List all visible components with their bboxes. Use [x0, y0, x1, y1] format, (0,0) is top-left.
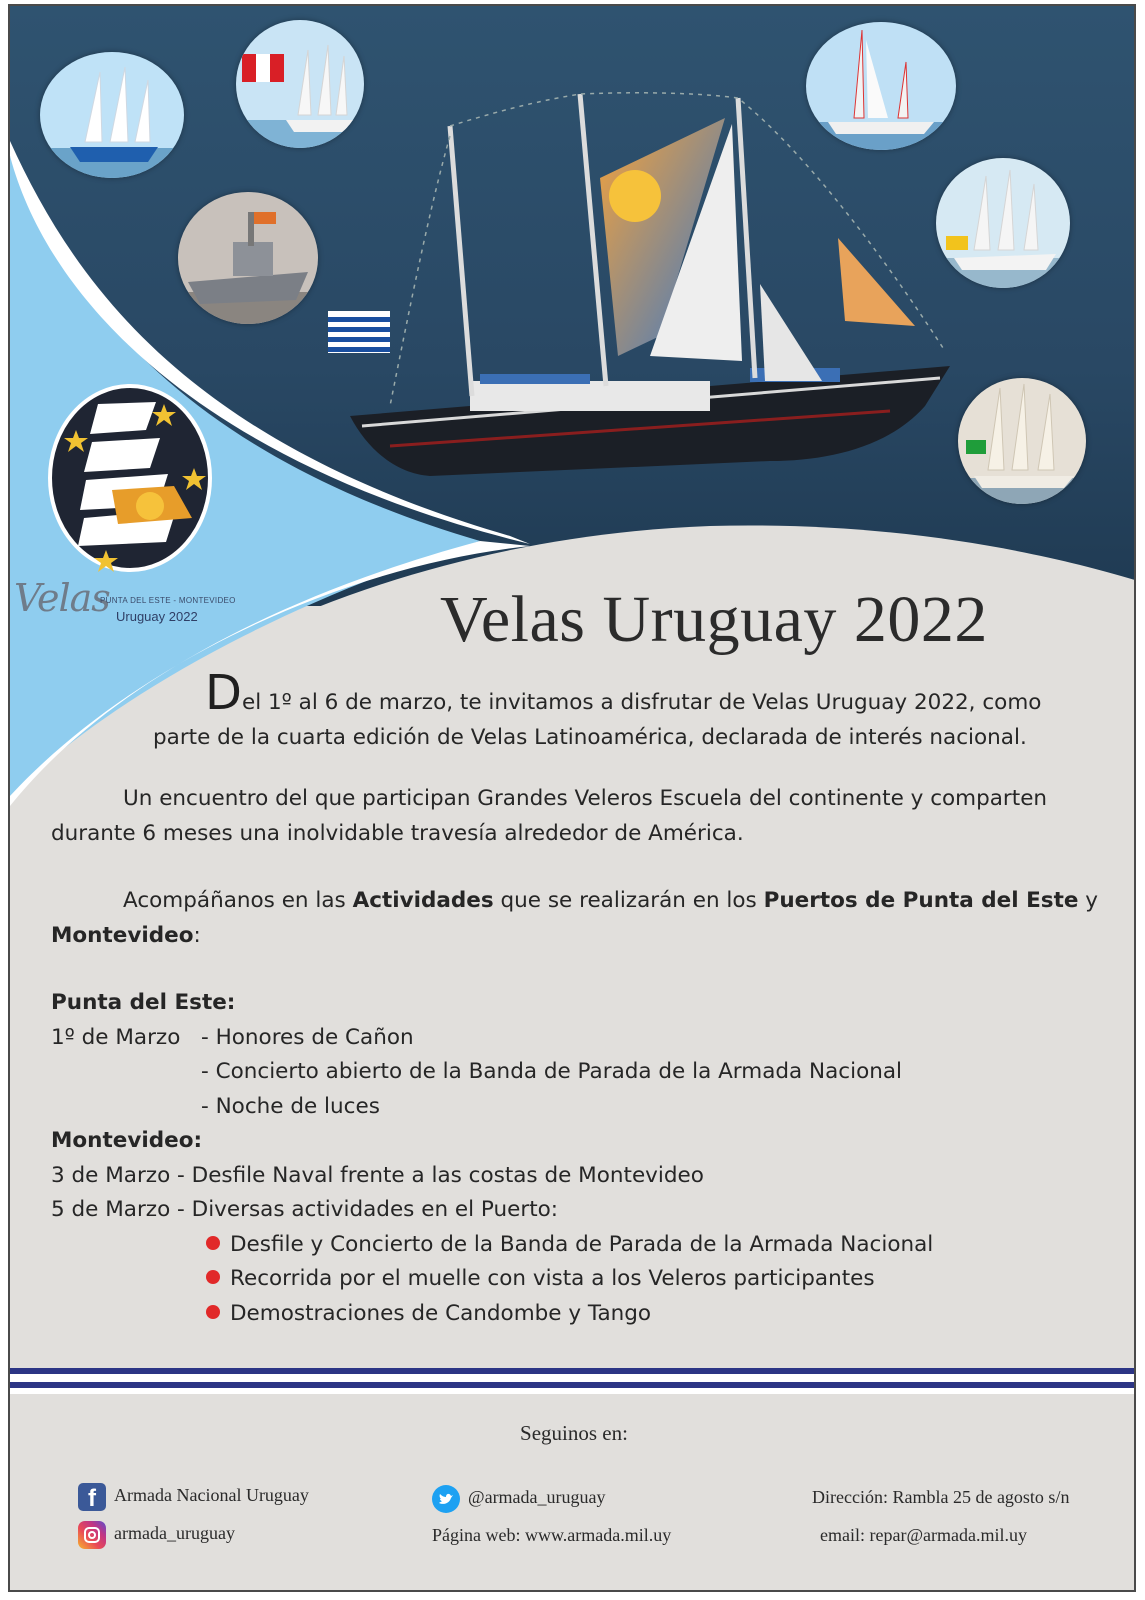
para2-line-1: Un encuentro del que participan Grandes Veleros Escuela del continente y comparten — [123, 786, 1048, 811]
logo-script-text: Velas — [14, 576, 110, 620]
ship-photo-5 — [936, 158, 1070, 288]
mvd-bullet-row-2 — [51, 1262, 933, 1297]
para3-end: : — [193, 922, 201, 948]
logo-wordmark — [14, 576, 244, 636]
pde-date: 1º de Marzo — [51, 1024, 181, 1050]
drop-cap: D — [205, 665, 242, 721]
mvd-bullet-row-1 — [51, 1228, 933, 1263]
facebook-link[interactable] — [78, 1483, 309, 1511]
twitter-link[interactable] — [432, 1485, 606, 1513]
pde-row-1 — [51, 1021, 933, 1056]
twitter-label: @armada_uruguay — [468, 1487, 606, 1508]
page-title: Velas Uruguay 2022 — [440, 583, 988, 656]
para3-bold-ports: Puertos de Punta del Este — [763, 888, 1079, 913]
velas-logo — [46, 382, 214, 574]
ship-photo-4 — [806, 22, 956, 150]
intro-paragraph — [153, 665, 1042, 755]
ship-photo-2 — [236, 20, 364, 148]
facebook-icon — [78, 1483, 106, 1511]
instagram-icon — [78, 1521, 106, 1549]
pde-item-3: - Noche de luces — [201, 1093, 380, 1119]
twitter-icon — [432, 1485, 460, 1513]
paragraph-2 — [51, 782, 1047, 851]
ship-photo-1 — [40, 52, 184, 178]
bullet-icon — [206, 1305, 220, 1319]
ship-photo-3 — [178, 192, 318, 324]
para3-bold-activities: Actividades — [352, 888, 494, 913]
pde-item-2: - Concierto abierto de la Banda de Parada de la Armada Nacional — [201, 1059, 903, 1084]
poster — [8, 4, 1136, 1592]
ship-photo-6 — [958, 378, 1086, 504]
mvd-bullet-row-3 — [51, 1297, 933, 1332]
pde-row-3 — [51, 1090, 933, 1125]
pde-row-2 — [51, 1055, 933, 1090]
para3-pre: Acompáñanos en las — [123, 888, 353, 913]
logo-subtitle: PUNTA DEL ESTE - MONTEVIDEO — [100, 596, 236, 605]
pde-item-1: - Honores de Cañon — [201, 1024, 414, 1050]
instagram-label: armada_uruguay — [114, 1523, 235, 1544]
schedule — [51, 986, 933, 1331]
divider-stripe-white — [10, 1374, 1136, 1382]
mvd-row-2: 5 de Marzo - Diversas actividades en el Puerto: — [51, 1197, 559, 1222]
mvd-bullet-1: Desfile y Concierto de la Banda de Parada de la Armada Nacional — [230, 1231, 934, 1257]
mvd-bullet-2: Recorrida por el muelle con vista a los Veleros participantes — [230, 1266, 875, 1291]
uruguay-flag-icon — [328, 311, 390, 353]
mvd-row-1: 3 de Marzo - Desfile Naval frente a las costas de Montevideo — [51, 1162, 704, 1188]
logo-country: Uruguay 2022 — [116, 609, 198, 624]
para3-post: y — [1078, 888, 1099, 913]
email-link[interactable]: email: repar@armada.mil.uy — [820, 1525, 1027, 1545]
para3-mid: que se realizarán en los — [493, 888, 764, 913]
facebook-label: Armada Nacional Uruguay — [114, 1485, 309, 1506]
website-link[interactable]: Página web: www.armada.mil.uy — [432, 1525, 672, 1545]
instagram-link[interactable] — [78, 1521, 235, 1549]
address-text: Dirección: Rambla 25 de agosto s/n — [812, 1487, 1070, 1507]
follow-us-label: Seguinos en: — [520, 1421, 628, 1445]
bullet-icon — [206, 1270, 220, 1284]
footer — [10, 1391, 1136, 1591]
paragraph-3 — [51, 884, 1098, 953]
para3-bold-montevideo: Montevideo — [51, 922, 194, 948]
pde-heading: Punta del Este: — [51, 990, 236, 1015]
bullet-icon — [206, 1236, 220, 1250]
mvd-heading: Montevideo: — [51, 1128, 203, 1153]
para2-line-2: durante 6 meses una inolvidable travesía alrededor de América. — [51, 820, 744, 846]
mvd-bullet-3: Demostraciones de Candombe y Tango — [230, 1300, 652, 1326]
intro-line-1: el 1º al 6 de marzo, te invitamos a disfrutar de Velas Uruguay 2022, como — [241, 690, 1042, 715]
intro-line-2: parte de la cuarta edición de Velas Latinoamérica, declarada de interés nacional. — [153, 724, 1027, 750]
